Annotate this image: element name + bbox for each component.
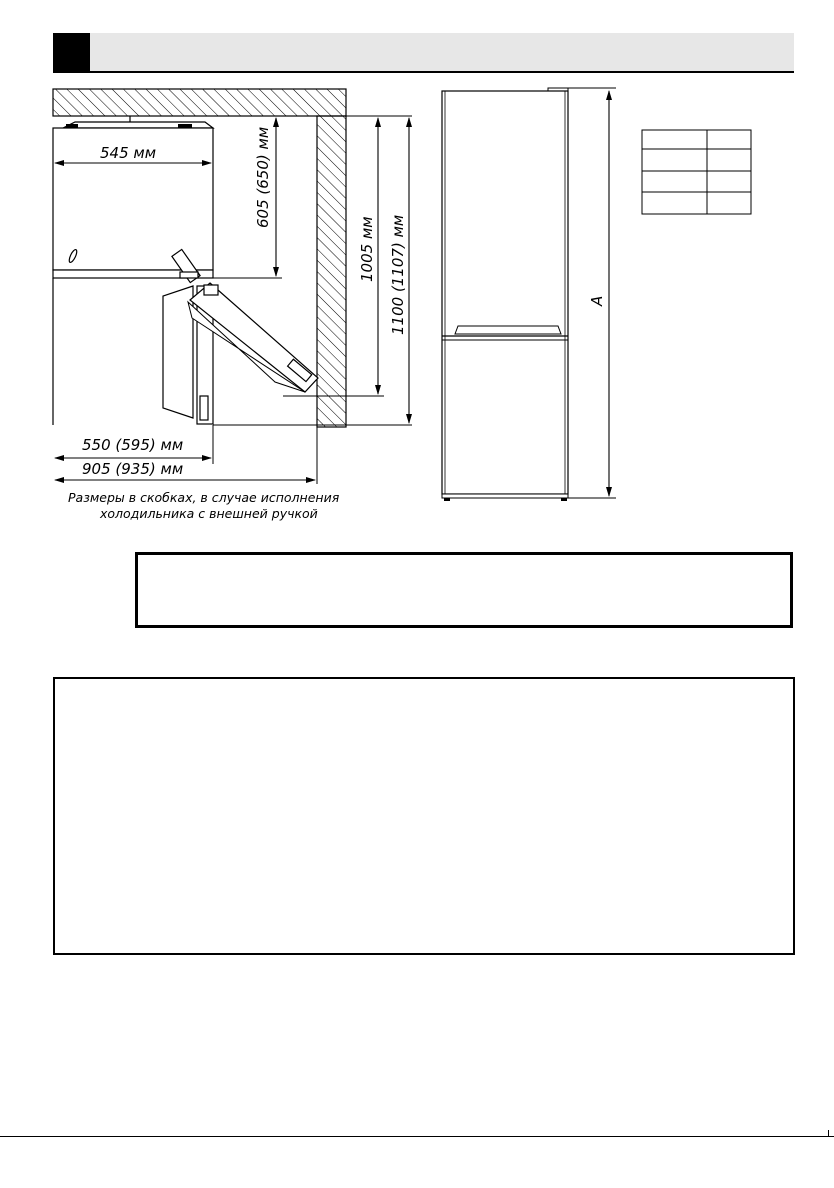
info-box (53, 677, 795, 955)
table-frame (642, 130, 751, 214)
dim-total-depth: 905 (935) мм (82, 460, 184, 478)
side-wall (317, 116, 346, 427)
caption-line-1: Размеры в скобках, в случае исполнения (68, 490, 340, 505)
front-height-label: A (588, 295, 606, 306)
footer-rule (0, 1136, 834, 1137)
dim-depth-door: 605 (650) мм (254, 126, 272, 228)
dim-open-door: 1005 мм (358, 216, 376, 282)
dim-width-body: 545 мм (100, 144, 157, 162)
dim-depth: 550 (595) мм (82, 436, 184, 454)
dimensions-table (642, 130, 751, 214)
caption-line-2: холодильника с внешней ручкой (100, 506, 318, 521)
ceiling-wall (53, 89, 346, 116)
dim-total-open: 1100 (1107) мм (389, 214, 407, 335)
note-box (135, 552, 793, 628)
front-view (442, 88, 616, 501)
fridge-front-body (442, 91, 568, 494)
installation-dimensions-diagram (0, 0, 834, 530)
footer-tick (828, 1130, 829, 1136)
side-view (53, 89, 412, 521)
